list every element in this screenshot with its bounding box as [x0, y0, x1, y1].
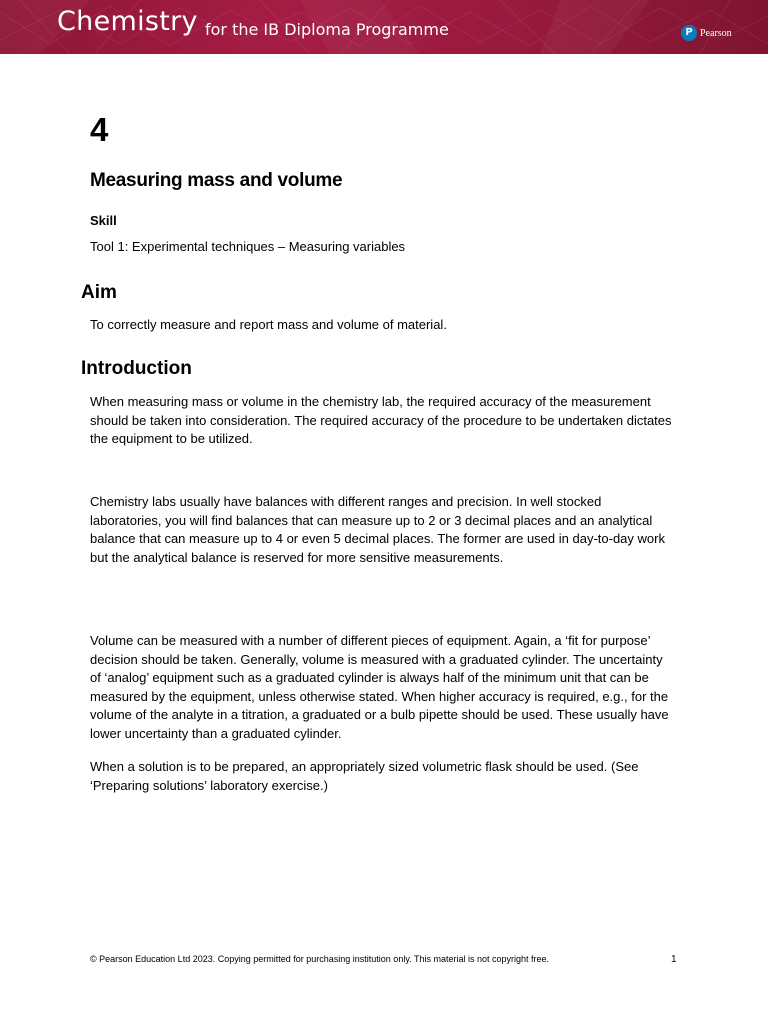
- chapter-title: Measuring mass and volume: [90, 170, 343, 191]
- chapter-number: 4: [90, 111, 109, 148]
- aim-text: To correctly measure and report mass and volume of material.: [90, 317, 447, 332]
- introduction-paragraph: Chemistry labs usually have balances with different ranges and precision. In well stocked laboratories, you will find balances that can measure up to 2 or 3 decimal places and an analytical balance that can measure up to 4 or even 5 decimal places. The former are used in day-to-day work but the analytical balance is reserved for more sensitive measurements.: [90, 494, 665, 565]
- page-number: 1: [671, 954, 677, 965]
- introduction-paragraph: When measuring mass or volume in the chemistry lab, the required accuracy of the measurement should be taken into consideration. The required accuracy of the procedure to be undertaken dictates the equipment to be utilized.: [90, 394, 672, 447]
- skill-label: Skill: [90, 213, 117, 228]
- publisher-name: Pearson: [700, 27, 732, 39]
- skill-text: Tool 1: Experimental techniques – Measuring variables: [90, 239, 406, 254]
- aim-heading: Aim: [81, 282, 117, 303]
- footer-copyright: © Pearson Education Ltd 2023. Copying permitted for purchasing institution only. This material is not copyright free.: [90, 954, 550, 964]
- header-banner: [0, 0, 768, 54]
- publisher-logo-group: [681, 25, 732, 41]
- book-subtitle: for the IB Diploma Programme: [205, 20, 449, 39]
- book-title: Chemistry: [57, 6, 198, 37]
- introduction-heading: Introduction: [81, 358, 192, 379]
- pearson-logo-icon: P: [681, 25, 697, 41]
- introduction-paragraph: When a solution is to be prepared, an appropriately sized volumetric flask should be used. (See ‘Preparing solutions’ laboratory exercise.): [90, 759, 639, 793]
- introduction-paragraph: Volume can be measured with a number of different pieces of equipment. Again, a ‘fit for purpose’ decision should be taken. Generally, volume is measured with a graduated cylinder. The uncertainty of ‘analog’ equipment such as a graduated cylinder is always half of the minimum unit that can be measured by the equipment, unless otherwise stated. When higher accuracy is required, e.g., for the volume of the analyte in a titration, a graduated or a bulb pipette should be used. These usually have lower uncertainty than a graduated cylinder.: [90, 633, 669, 741]
